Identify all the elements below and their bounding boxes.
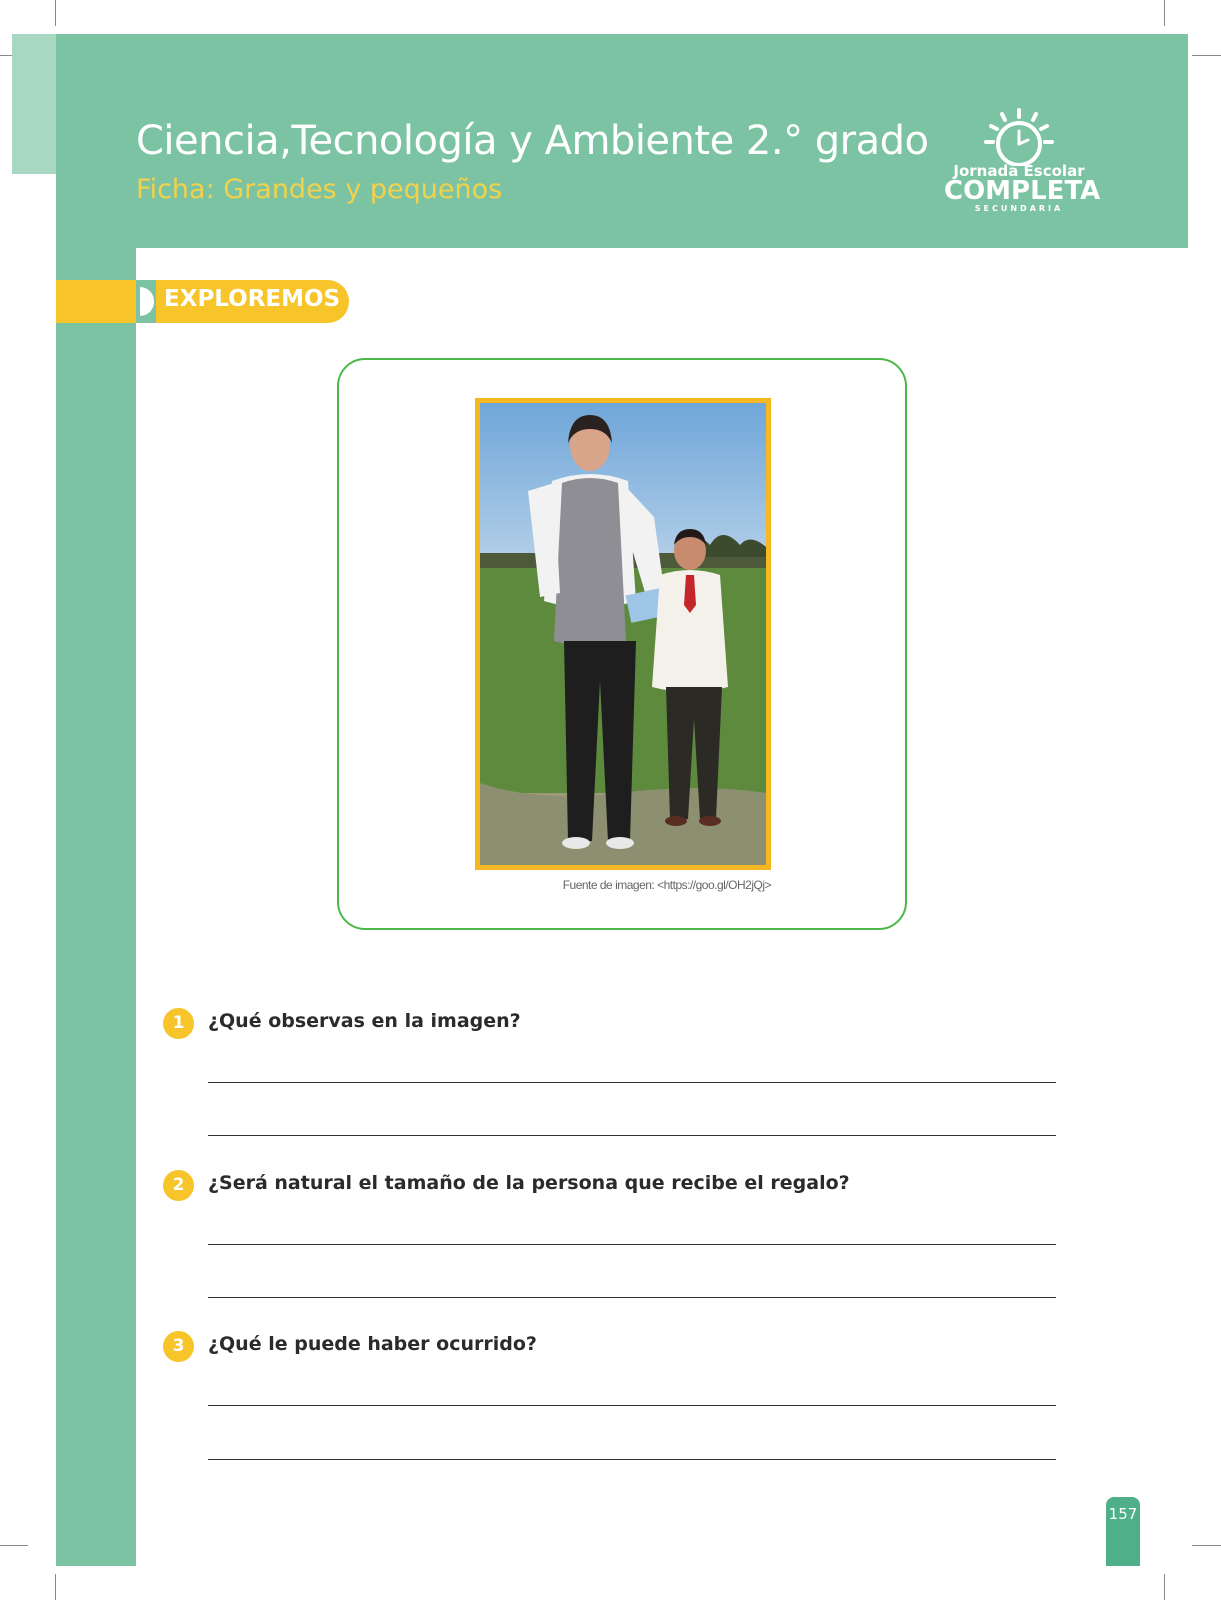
- crop-mark: [1192, 1545, 1221, 1546]
- photo-illustration: [480, 403, 766, 865]
- crop-mark: [1164, 0, 1165, 26]
- crop-mark: [1192, 55, 1221, 56]
- crop-mark: [1164, 1574, 1165, 1600]
- question-number-badge: 3: [163, 1331, 194, 1362]
- answer-line[interactable]: [208, 1459, 1056, 1460]
- logo-text-completa: COMPLETA: [944, 176, 1101, 206]
- left-tab-decoration: [12, 34, 56, 174]
- crop-mark: [0, 1545, 28, 1546]
- section-label: EXPLOREMOS: [164, 286, 341, 312]
- banner-notch: [136, 280, 156, 323]
- question-text: ¿Será natural el tamaño de la persona que recibe el regalo?: [208, 1172, 850, 1194]
- image-source-caption: Fuente de imagen: <https://goo.gl/OH2jQj>: [562, 878, 771, 892]
- question-number-badge: 1: [163, 1008, 194, 1039]
- photo: [475, 398, 771, 870]
- answer-line[interactable]: [208, 1135, 1056, 1136]
- crop-mark: [55, 1574, 56, 1600]
- page-subtitle: Ficha: Grandes y pequeños: [136, 174, 503, 205]
- image-frame: [337, 358, 907, 930]
- question-text: ¿Qué le puede haber ocurrido?: [208, 1333, 537, 1355]
- answer-line[interactable]: [208, 1244, 1056, 1245]
- section-banner: [56, 280, 349, 323]
- crop-mark: [55, 0, 56, 26]
- answer-line[interactable]: [208, 1082, 1056, 1083]
- left-side-band: [56, 34, 136, 1566]
- page-number: 157: [1108, 1505, 1138, 1523]
- question-text: ¿Qué observas en la imagen?: [208, 1010, 521, 1032]
- page-title: Ciencia,Tecnología y Ambiente 2.° grado: [136, 118, 929, 164]
- clock-sun-icon: [944, 106, 1094, 166]
- logo-text-jornada: Jornada Escolar: [953, 162, 1085, 180]
- jornada-escolar-logo: [944, 106, 1101, 216]
- logo-text-secundaria: SECUNDARIA: [974, 204, 1064, 213]
- answer-line[interactable]: [208, 1297, 1056, 1298]
- question-number-badge: 2: [163, 1170, 194, 1201]
- page-number-tab: [1106, 1497, 1140, 1566]
- answer-line[interactable]: [208, 1405, 1056, 1406]
